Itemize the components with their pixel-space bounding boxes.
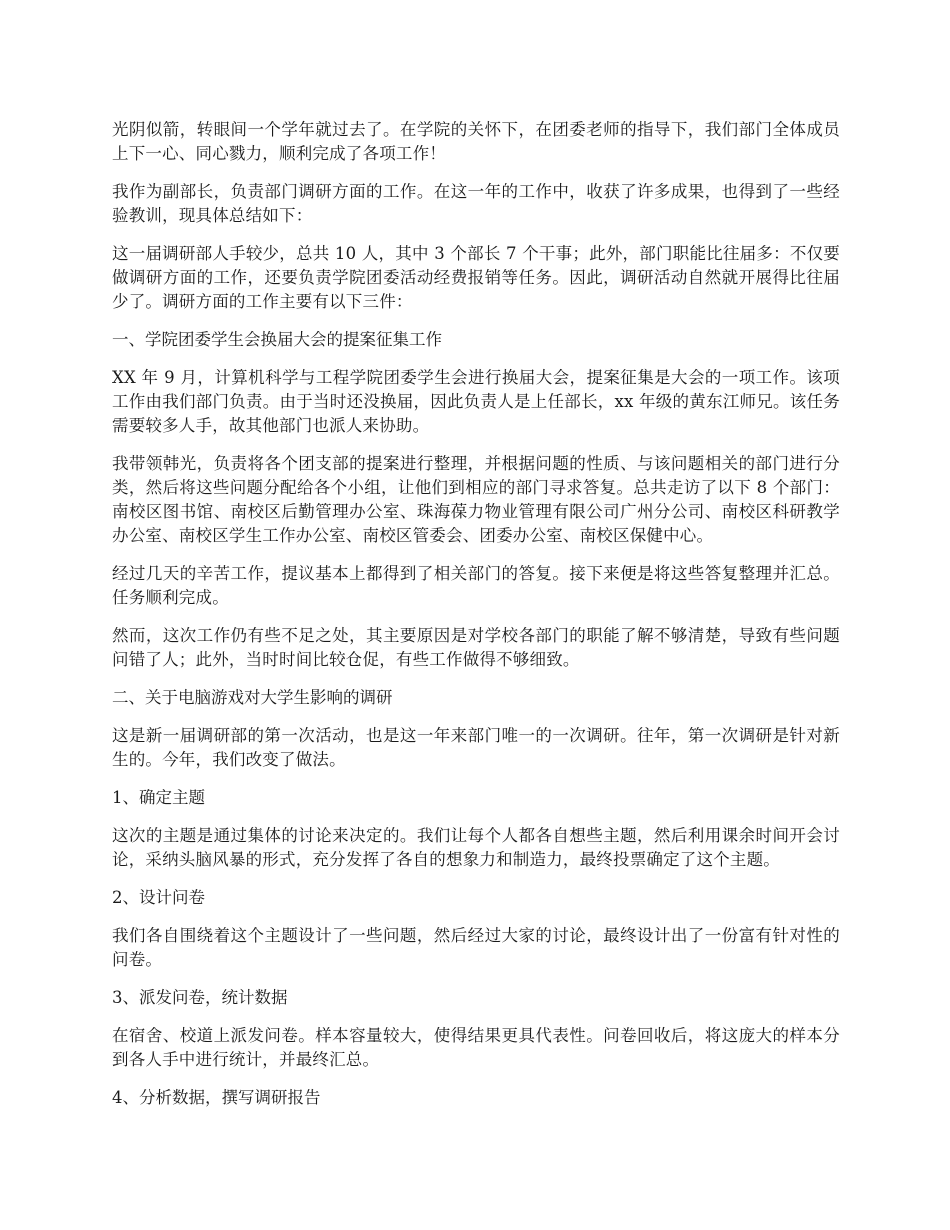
document-page <box>112 118 840 1124</box>
subheading-4: 4、分析数据，撰写调研报告 <box>112 1088 321 1107</box>
paragraph-proposal-result: 经过几天的辛苦工作，提议基本上都得到了相关部门的答复。接下来便是将这些答复整理并汇总。任务顺利完成。 <box>112 564 840 607</box>
section-heading-1: 一、学院团委学生会换届大会的提案征集工作 <box>112 330 442 349</box>
paragraph-distribution: 在宿舍、校道上派发问卷。样本容量较大，使得结果更具代表性。问卷回收后，将这庞大的样本分到各人手中进行统计，并最终汇总。 <box>112 1026 840 1069</box>
paragraph-intro: 光阴似箭，转眼间一个学年就过去了。在学院的关怀下，在团委老师的指导下，我们部门全体成员上下一心、同心戮力，顺利完成了各项工作！ <box>112 120 840 163</box>
subheading-2: 2、设计问卷 <box>112 888 205 907</box>
subheading-3: 3、派发问卷，统计数据 <box>112 988 288 1007</box>
subheading-1: 1、确定主题 <box>112 788 205 807</box>
paragraph-questionnaire: 我们各自围绕着这个主题设计了一些问题，然后经过大家的讨论，最终设计出了一份富有针对性的问卷。 <box>112 926 840 969</box>
paragraph-proposal-background: XX 年 9 月，计算机科学与工程学院团委学生会进行换届大会，提案征集是大会的一项工作。该项工作由我们部门负责。由于当时还没换届，因此负责人是上任部长，xx 年级的黄东江师兄。该任务需要较多人手，故其他部门也派人来协助。 <box>112 368 840 435</box>
paragraph-department-overview: 这一届调研部人手较少，总共 10 人，其中 3 个部长 7 个干事；此外，部门职能比往届多：不仅要做调研方面的工作，还要负责学院团委活动经费报销等任务。因此，调研活动自然就开展得比往届少了。调研方面的工作主要有以下三件： <box>112 244 840 311</box>
paragraph-proposal-process: 我带领韩光，负责将各个团支部的提案进行整理，并根据问题的性质、与该问题相关的部门进行分类，然后将这些问题分配给各个小组，让他们到相应的部门寻求答复。总共走访了以下 8 个部门：南校区图书馆、南校区后勤管理办公室、珠海葆力物业管理有限公司广州分公司、南校区科研教学办公室、南校区学生工作办公室、南校区管委会、团委办公室、南校区保健中心。 <box>112 454 840 545</box>
paragraph-proposal-shortcomings: 然而，这次工作仍有些不足之处，其主要原因是对学校各部门的职能了解不够清楚，导致有些问题问错了人；此外，当时时间比较仓促，有些工作做得不够细致。 <box>112 626 840 669</box>
section-heading-2: 二、关于电脑游戏对大学生影响的调研 <box>112 688 393 707</box>
paragraph-topic: 这次的主题是通过集体的讨论来决定的。我们让每个人都各自想些主题，然后利用课余时间开会讨论，采纳头脑风暴的形式，充分发挥了各自的想象力和制造力，最终投票确定了这个主题。 <box>112 826 840 869</box>
paragraph-role: 我作为副部长，负责部门调研方面的工作。在这一年的工作中，收获了许多成果，也得到了一些经验教训，现具体总结如下： <box>112 182 840 225</box>
paragraph-survey-intro: 这是新一届调研部的第一次活动，也是这一年来部门唯一的一次调研。往年，第一次调研是针对新生的。今年，我们改变了做法。 <box>112 726 840 769</box>
